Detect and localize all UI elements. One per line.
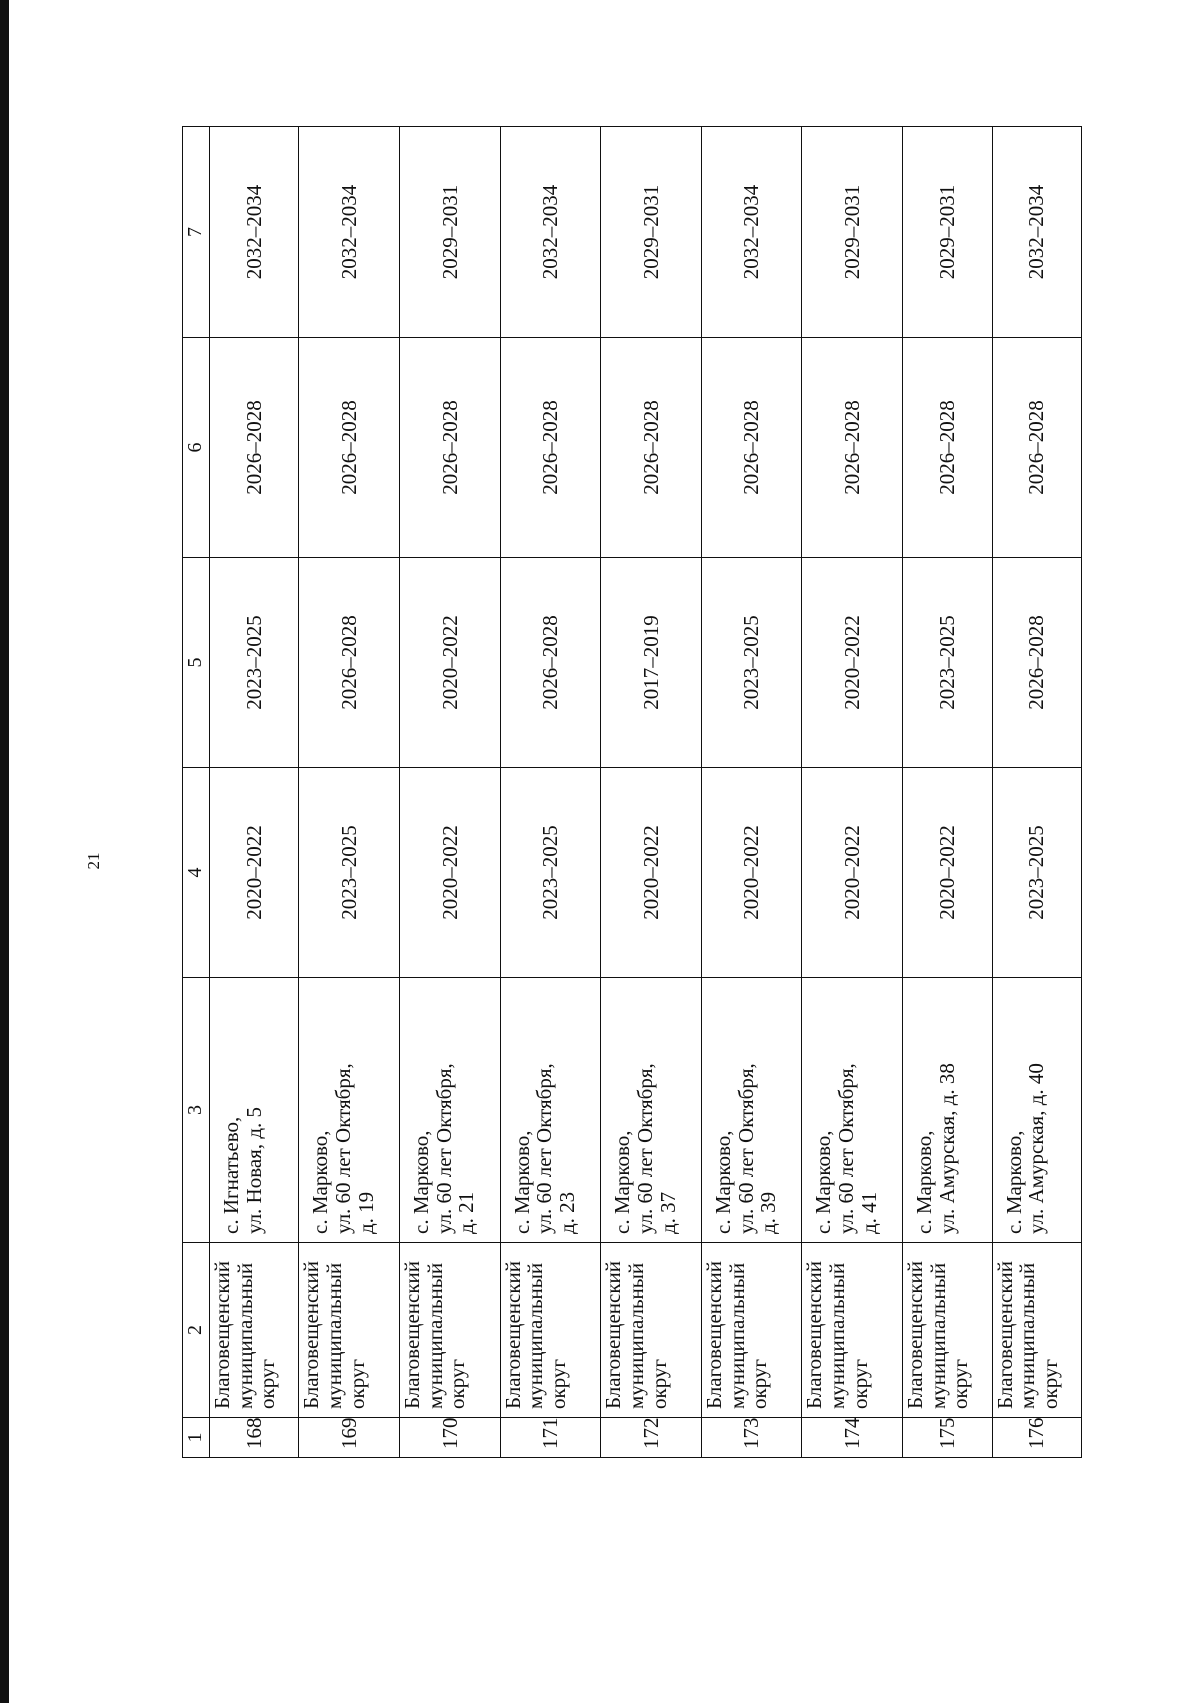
address-line: ул. Новая, д. 5 bbox=[241, 1106, 266, 1234]
period-col7: 2029–2031 bbox=[802, 127, 903, 338]
municipality-cell bbox=[210, 1243, 299, 1418]
address-cell bbox=[299, 978, 400, 1243]
table-row bbox=[210, 127, 299, 1458]
period-col4: 2020–2022 bbox=[802, 768, 903, 978]
period-col7: 2029–2031 bbox=[903, 127, 992, 338]
municipality-line: Благовещенский bbox=[299, 1260, 324, 1409]
schedule-table bbox=[182, 126, 1082, 1458]
address-line: с. Марково, bbox=[811, 1130, 836, 1234]
municipality-line: округ bbox=[1037, 1358, 1062, 1409]
table-row bbox=[802, 127, 903, 1458]
address-line: д. 21 bbox=[454, 1191, 479, 1234]
period-col7: 2032–2034 bbox=[992, 127, 1082, 338]
table-row bbox=[701, 127, 802, 1458]
address-line: ул. 60 лет Октября, bbox=[532, 1063, 557, 1234]
municipality-line: округ bbox=[545, 1358, 570, 1409]
row-number: 173 bbox=[701, 1418, 802, 1458]
address-line: с. Марково, bbox=[1001, 1130, 1026, 1234]
period-col6: 2026–2028 bbox=[802, 338, 903, 558]
row-number: 171 bbox=[500, 1418, 601, 1458]
address-cell bbox=[400, 978, 501, 1243]
address-line: с. Марково, bbox=[912, 1130, 937, 1234]
column-number: 2 bbox=[183, 1243, 210, 1418]
period-col6: 2026–2028 bbox=[601, 338, 702, 558]
period-col6: 2026–2028 bbox=[400, 338, 501, 558]
municipality-line: муниципальный bbox=[623, 1262, 648, 1409]
address-line: с. Марково, bbox=[308, 1130, 333, 1234]
column-number: 4 bbox=[183, 768, 210, 978]
municipality-line: муниципальный bbox=[422, 1262, 447, 1409]
address-cell bbox=[903, 978, 992, 1243]
municipality-line: округ bbox=[445, 1358, 470, 1409]
address-cell bbox=[500, 978, 601, 1243]
municipality-line: муниципальный bbox=[322, 1262, 347, 1409]
municipality-cell bbox=[802, 1243, 903, 1418]
municipality-cell bbox=[992, 1243, 1082, 1418]
period-col4: 2020–2022 bbox=[701, 768, 802, 978]
address-line: с. Марково, bbox=[509, 1130, 534, 1234]
address-line: ул. 60 лет Октября, bbox=[632, 1063, 657, 1234]
municipality-line: округ bbox=[747, 1358, 772, 1409]
address-line: д. 41 bbox=[856, 1191, 881, 1234]
period-col6: 2026–2028 bbox=[701, 338, 802, 558]
address-line: д. 19 bbox=[353, 1191, 378, 1234]
period-col6: 2026–2028 bbox=[992, 338, 1082, 558]
municipality-line: округ bbox=[948, 1358, 973, 1409]
address-line: д. 39 bbox=[756, 1191, 781, 1234]
municipality-line: округ bbox=[255, 1358, 280, 1409]
period-col7: 2029–2031 bbox=[601, 127, 702, 338]
row-number: 169 bbox=[299, 1418, 400, 1458]
municipality-line: муниципальный bbox=[825, 1262, 850, 1409]
period-col5: 2023–2025 bbox=[210, 558, 299, 768]
period-col6: 2026–2028 bbox=[299, 338, 400, 558]
period-col5: 2023–2025 bbox=[903, 558, 992, 768]
address-line: д. 37 bbox=[655, 1191, 680, 1234]
municipality-line: Благовещенский bbox=[701, 1260, 726, 1409]
row-number: 174 bbox=[802, 1418, 903, 1458]
period-col6: 2026–2028 bbox=[903, 338, 992, 558]
municipality-line: муниципальный bbox=[232, 1262, 257, 1409]
period-col6: 2026–2028 bbox=[500, 338, 601, 558]
table-row bbox=[992, 127, 1082, 1458]
address-line: с. Марково, bbox=[409, 1130, 434, 1234]
table-row bbox=[299, 127, 400, 1458]
period-col4: 2023–2025 bbox=[992, 768, 1082, 978]
column-number: 1 bbox=[183, 1418, 210, 1458]
period-col4: 2020–2022 bbox=[903, 768, 992, 978]
period-col5: 2017–2019 bbox=[601, 558, 702, 768]
row-number: 168 bbox=[210, 1418, 299, 1458]
municipality-line: Благовещенский bbox=[601, 1260, 626, 1409]
period-col4: 2023–2025 bbox=[500, 768, 601, 978]
address-cell bbox=[992, 978, 1082, 1243]
row-number: 172 bbox=[601, 1418, 702, 1458]
municipality-line: Благовещенский bbox=[802, 1260, 827, 1409]
period-col5: 2026–2028 bbox=[299, 558, 400, 768]
address-line: ул. 60 лет Октября, bbox=[331, 1063, 356, 1234]
table-container bbox=[182, 127, 1082, 1458]
address-line: д. 23 bbox=[554, 1191, 579, 1234]
municipality-cell bbox=[400, 1243, 501, 1418]
period-col7: 2032–2034 bbox=[701, 127, 802, 338]
column-number: 3 bbox=[183, 978, 210, 1243]
address-cell bbox=[802, 978, 903, 1243]
municipality-line: Благовещенский bbox=[400, 1260, 425, 1409]
period-col4: 2023–2025 bbox=[299, 768, 400, 978]
municipality-line: Благовещенский bbox=[903, 1260, 928, 1409]
scan-edge-bar bbox=[0, 0, 9, 1703]
address-line: с. Игнатьево, bbox=[219, 1116, 243, 1234]
municipality-line: округ bbox=[646, 1358, 671, 1409]
row-number: 176 bbox=[992, 1418, 1082, 1458]
period-col5: 2020–2022 bbox=[400, 558, 501, 768]
municipality-cell bbox=[701, 1243, 802, 1418]
municipality-line: муниципальный bbox=[1015, 1262, 1040, 1409]
table-row bbox=[500, 127, 601, 1458]
period-col6: 2026–2028 bbox=[210, 338, 299, 558]
period-col4: 2020–2022 bbox=[400, 768, 501, 978]
period-col7: 2032–2034 bbox=[210, 127, 299, 338]
address-line: ул. 60 лет Октября, bbox=[431, 1063, 456, 1234]
municipality-line: Благовещенский bbox=[210, 1260, 234, 1409]
row-number: 175 bbox=[903, 1418, 992, 1458]
municipality-cell bbox=[500, 1243, 601, 1418]
municipality-line: округ bbox=[847, 1358, 872, 1409]
period-col7: 2032–2034 bbox=[500, 127, 601, 338]
period-col7: 2029–2031 bbox=[400, 127, 501, 338]
table-row bbox=[400, 127, 501, 1458]
column-number: 7 bbox=[183, 127, 210, 338]
table-row bbox=[903, 127, 992, 1458]
row-number: 170 bbox=[400, 1418, 501, 1458]
period-col4: 2020–2022 bbox=[601, 768, 702, 978]
address-line: ул. 60 лет Октября, bbox=[733, 1063, 758, 1234]
period-col7: 2032–2034 bbox=[299, 127, 400, 338]
period-col5: 2020–2022 bbox=[802, 558, 903, 768]
municipality-cell bbox=[903, 1243, 992, 1418]
municipality-line: Благовещенский bbox=[500, 1260, 525, 1409]
period-col5: 2023–2025 bbox=[701, 558, 802, 768]
municipality-line: муниципальный bbox=[925, 1262, 950, 1409]
municipality-cell bbox=[601, 1243, 702, 1418]
municipality-line: муниципальный bbox=[724, 1262, 749, 1409]
period-col5: 2026–2028 bbox=[500, 558, 601, 768]
column-number: 5 bbox=[183, 558, 210, 768]
municipality-cell bbox=[299, 1243, 400, 1418]
address-cell bbox=[601, 978, 702, 1243]
address-line: ул. Амурская, д. 38 bbox=[934, 1063, 959, 1234]
address-line: ул. Амурская, д. 40 bbox=[1024, 1063, 1049, 1234]
column-number-row bbox=[183, 127, 210, 1458]
page-number: 21 bbox=[84, 852, 103, 870]
table-body bbox=[210, 127, 1082, 1458]
municipality-line: округ bbox=[344, 1358, 369, 1409]
address-line: с. Марково, bbox=[610, 1130, 635, 1234]
municipality-line: муниципальный bbox=[523, 1262, 548, 1409]
address-cell bbox=[701, 978, 802, 1243]
municipality-line: Благовещенский bbox=[992, 1260, 1017, 1409]
period-col5: 2026–2028 bbox=[992, 558, 1082, 768]
table-row bbox=[601, 127, 702, 1458]
address-cell bbox=[210, 978, 299, 1243]
period-col4: 2020–2022 bbox=[210, 768, 299, 978]
address-line: с. Марково, bbox=[710, 1130, 735, 1234]
address-line: ул. 60 лет Октября, bbox=[834, 1063, 859, 1234]
column-number: 6 bbox=[183, 338, 210, 558]
